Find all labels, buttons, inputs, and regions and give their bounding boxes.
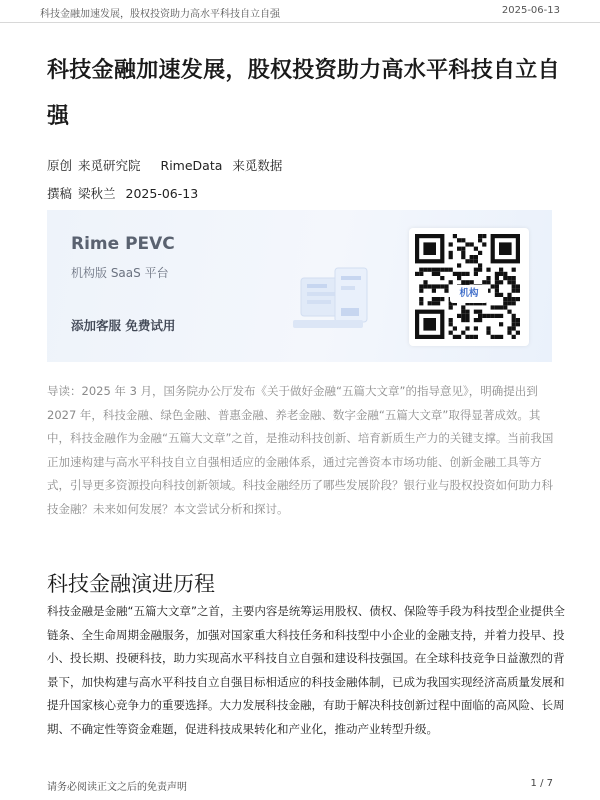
source-en: RimeData [160,158,223,173]
running-header [0,0,600,23]
header-date: 2025-06-13 [501,5,560,16]
qr-center-label: 机构 [450,285,488,303]
page-number: 1 / 7 [530,778,553,789]
original-label: 原创 [47,158,73,173]
lead-paragraph: 导读：2025 年 3 月，国务院办公厅发布《关于做好金融“五篇大文章”的指导意见》，明确提出到 2027 年，科技金融、绿色金融、普惠金融、养老金融、数字金融“五篇大文章”取得显著成效。其中，科技金融作为金融“五篇大文章”之首，是推动科技创新、培育新质生产力的关键支撑。当前我国正加速构建与高水平科技自立自强相适应的金融体系，通过完善资本市场功能、创新金融工具等方式，引导更多资源投向科技创新领域。科技金融经历了哪些发展阶段？银行业与股权投资如何助力科技金融？未来如何发展？本文尝试分析和探讨。 [47,384,554,516]
banner-brand: Rime PEVC [71,234,175,254]
article-title: 科技金融加速发展，股权投资助力高水平科技自立自强 [47,58,560,129]
source-link[interactable]: 来觅数据 [232,158,283,173]
byline [47,156,288,174]
banner-cta[interactable]: 添加客服 免费试用 [71,318,176,333]
promo-banner[interactable] [47,210,552,362]
editor-line [47,184,204,202]
section-body: 科技金融是金融“五篇大文章”之首，主要内容是统筹运用股权、债权、保险等手段为科技型企业提供全链条、全生命周期金融服务，加强对国家重大科技任务和科技型中小企业的金融支持，并着力投早、投小、投长期、投硬科技，助力实现高水平科技自立自强和建设科技强国。在全球科技竞争日益激烈的背景下，加快构建与高水平科技自立自强目标相适应的科技金融体制，已成为我国实现经济高质量发展和提升国家核心竞争力的重要选择。大力发展科技金融，有助于解决科技创新过程中面临的高风险、长周期、不确定性等资金难题，促进科技成果转化和产业化，推动产业转型升级。 [47,604,565,736]
disclaimer-note: 请务必阅读正文之后的免责声明 [47,782,187,793]
section-heading: 科技金融演进历程 [47,572,215,596]
qr-code-card[interactable] [409,228,529,346]
publish-date: 2025-06-13 [125,186,199,201]
author-link[interactable]: 来觅研究院 [78,158,141,173]
banner-subtitle: 机构版 SaaS 平台 [71,266,169,280]
editor-label: 撰稿 [47,186,73,201]
dashboard-illustration-icon [287,260,377,336]
editor-name: 梁秋兰 [78,186,116,201]
running-title: 科技金融加速发展，股权投资助力高水平科技自立自强 [40,9,280,20]
